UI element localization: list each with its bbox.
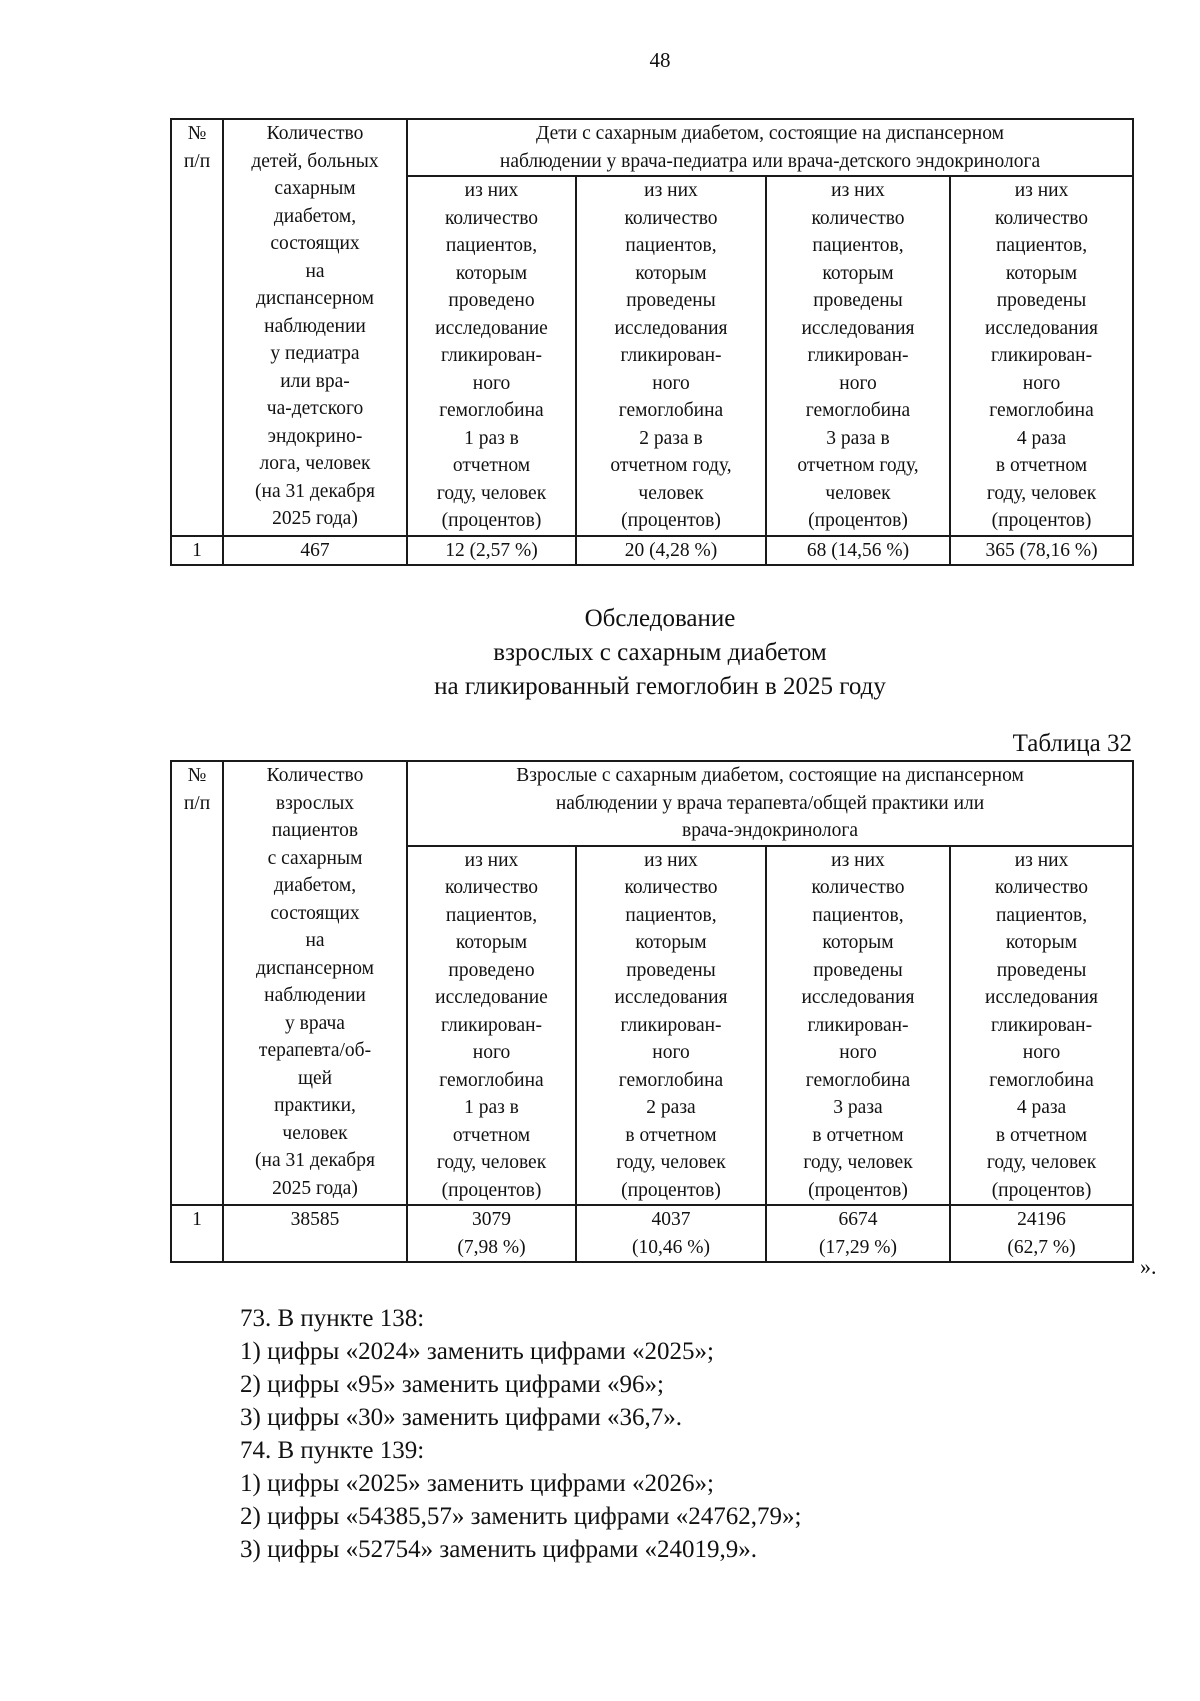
row-number-cell: 1 [171,536,223,566]
twice-cell: 20 (4,28 %) [576,536,766,566]
table-caption: Таблица 32 [1012,730,1132,757]
amendment-line: 2) цифры «54385,57» заменить цифрами «24762,79»; [240,1503,802,1530]
once-cell: 3079 (7,98 %) [407,1205,576,1262]
amendment-heading-74: 74. В пункте 139: [240,1437,425,1464]
four-times-cell: 24196 (62,7 %) [950,1205,1133,1262]
sub-header-twice: из них количество пациентов, которым проведены исследования гликирован- ного гемоглобина 2 раза в отчетном году, человек (процентов) [576,846,766,1206]
adults-diabetes-table [170,760,1134,1263]
amendments-list [240,1302,802,1566]
children-diabetes-table [170,118,1134,566]
row-number-header: № п/п [171,119,223,536]
four-times-cell: 365 (78,16 %) [950,536,1133,566]
sub-header-once: из них количество пациентов, которым проведено исследование гликирован- ного гемоглобина 1 раз в отчетном году, человек (процентов) [407,846,576,1206]
amendment-line: 2) цифры «95» заменить цифрами «96»; [240,1371,664,1398]
amendment-heading-73: 73. В пункте 138: [240,1305,425,1332]
children-count-header: Количество детей, больных сахарным диабетом, состоящих на диспансерном наблюдении у педиатра или вра- ча-детского эндокрино- лога, человек (на 31 декабря 2025 года) [223,119,407,536]
amendment-line: 1) цифры «2025» заменить цифрами «2026»; [240,1470,714,1497]
sub-header-twice: из них количество пациентов, которым проведены исследования гликирован- ного гемоглобина 2 раза в отчетном году, человек (процентов) [576,176,766,536]
row-number-cell: 1 [171,1205,223,1262]
total-count-cell: 38585 [223,1205,407,1262]
closing-quote: ». [1140,1254,1157,1279]
sub-header-three-times: из них количество пациентов, которым проведены исследования гликирован- ного гемоглобина 3 раза в отчетном году, человек (процентов) [766,176,950,536]
total-count-cell: 467 [223,536,407,566]
children-group-header: Дети с сахарным диабетом, состоящие на диспансерном наблюдении у врача-педиатра или врача-детского эндокринолога [407,119,1133,176]
amendment-line: 3) цифры «52754» заменить цифрами «24019,9». [240,1536,758,1563]
section-title: Обследование взрослых с сахарным диабетом на гликированный гемоглобин в 2025 году [434,605,886,700]
amendment-line: 3) цифры «30» заменить цифрами «36,7». [240,1404,683,1431]
three-times-cell: 6674 (17,29 %) [766,1205,950,1262]
adults-count-header: Количество взрослых пациентов с сахарным диабетом, состоящих на диспансерном наблюдении у врача терапевта/об- щей практики, человек (на 31 декабря 2025 года) [223,761,407,1205]
adults-group-header: Взрослые с сахарным диабетом, состоящие на диспансерном наблюдении у врача терапевта/общей практики или врача-эндокринолога [407,761,1133,846]
once-cell: 12 (2,57 %) [407,536,576,566]
page-number: 48 [649,48,671,72]
twice-cell: 4037 (10,46 %) [576,1205,766,1262]
sub-header-four-times: из них количество пациентов, которым проведены исследования гликирован- ного гемоглобина 4 раза в отчетном году, человек (процентов) [950,846,1133,1206]
amendment-line: 1) цифры «2024» заменить цифрами «2025»; [240,1338,714,1365]
table-header-row [171,761,1133,846]
table-header-row [171,119,1133,176]
table-row [171,1205,1133,1262]
row-number-header: № п/п [171,761,223,1205]
sub-header-once: из них количество пациентов, которым проведено исследование гликирован- ного гемоглобина 1 раз в отчетном году, человек (процентов) [407,176,576,536]
three-times-cell: 68 (14,56 %) [766,536,950,566]
table-row [171,536,1133,566]
sub-header-four-times: из них количество пациентов, которым проведены исследования гликирован- ного гемоглобина 4 раза в отчетном году, человек (процентов) [950,176,1133,536]
sub-header-three-times: из них количество пациентов, которым проведены исследования гликирован- ного гемоглобина 3 раза в отчетном году, человек (процентов) [766,846,950,1206]
